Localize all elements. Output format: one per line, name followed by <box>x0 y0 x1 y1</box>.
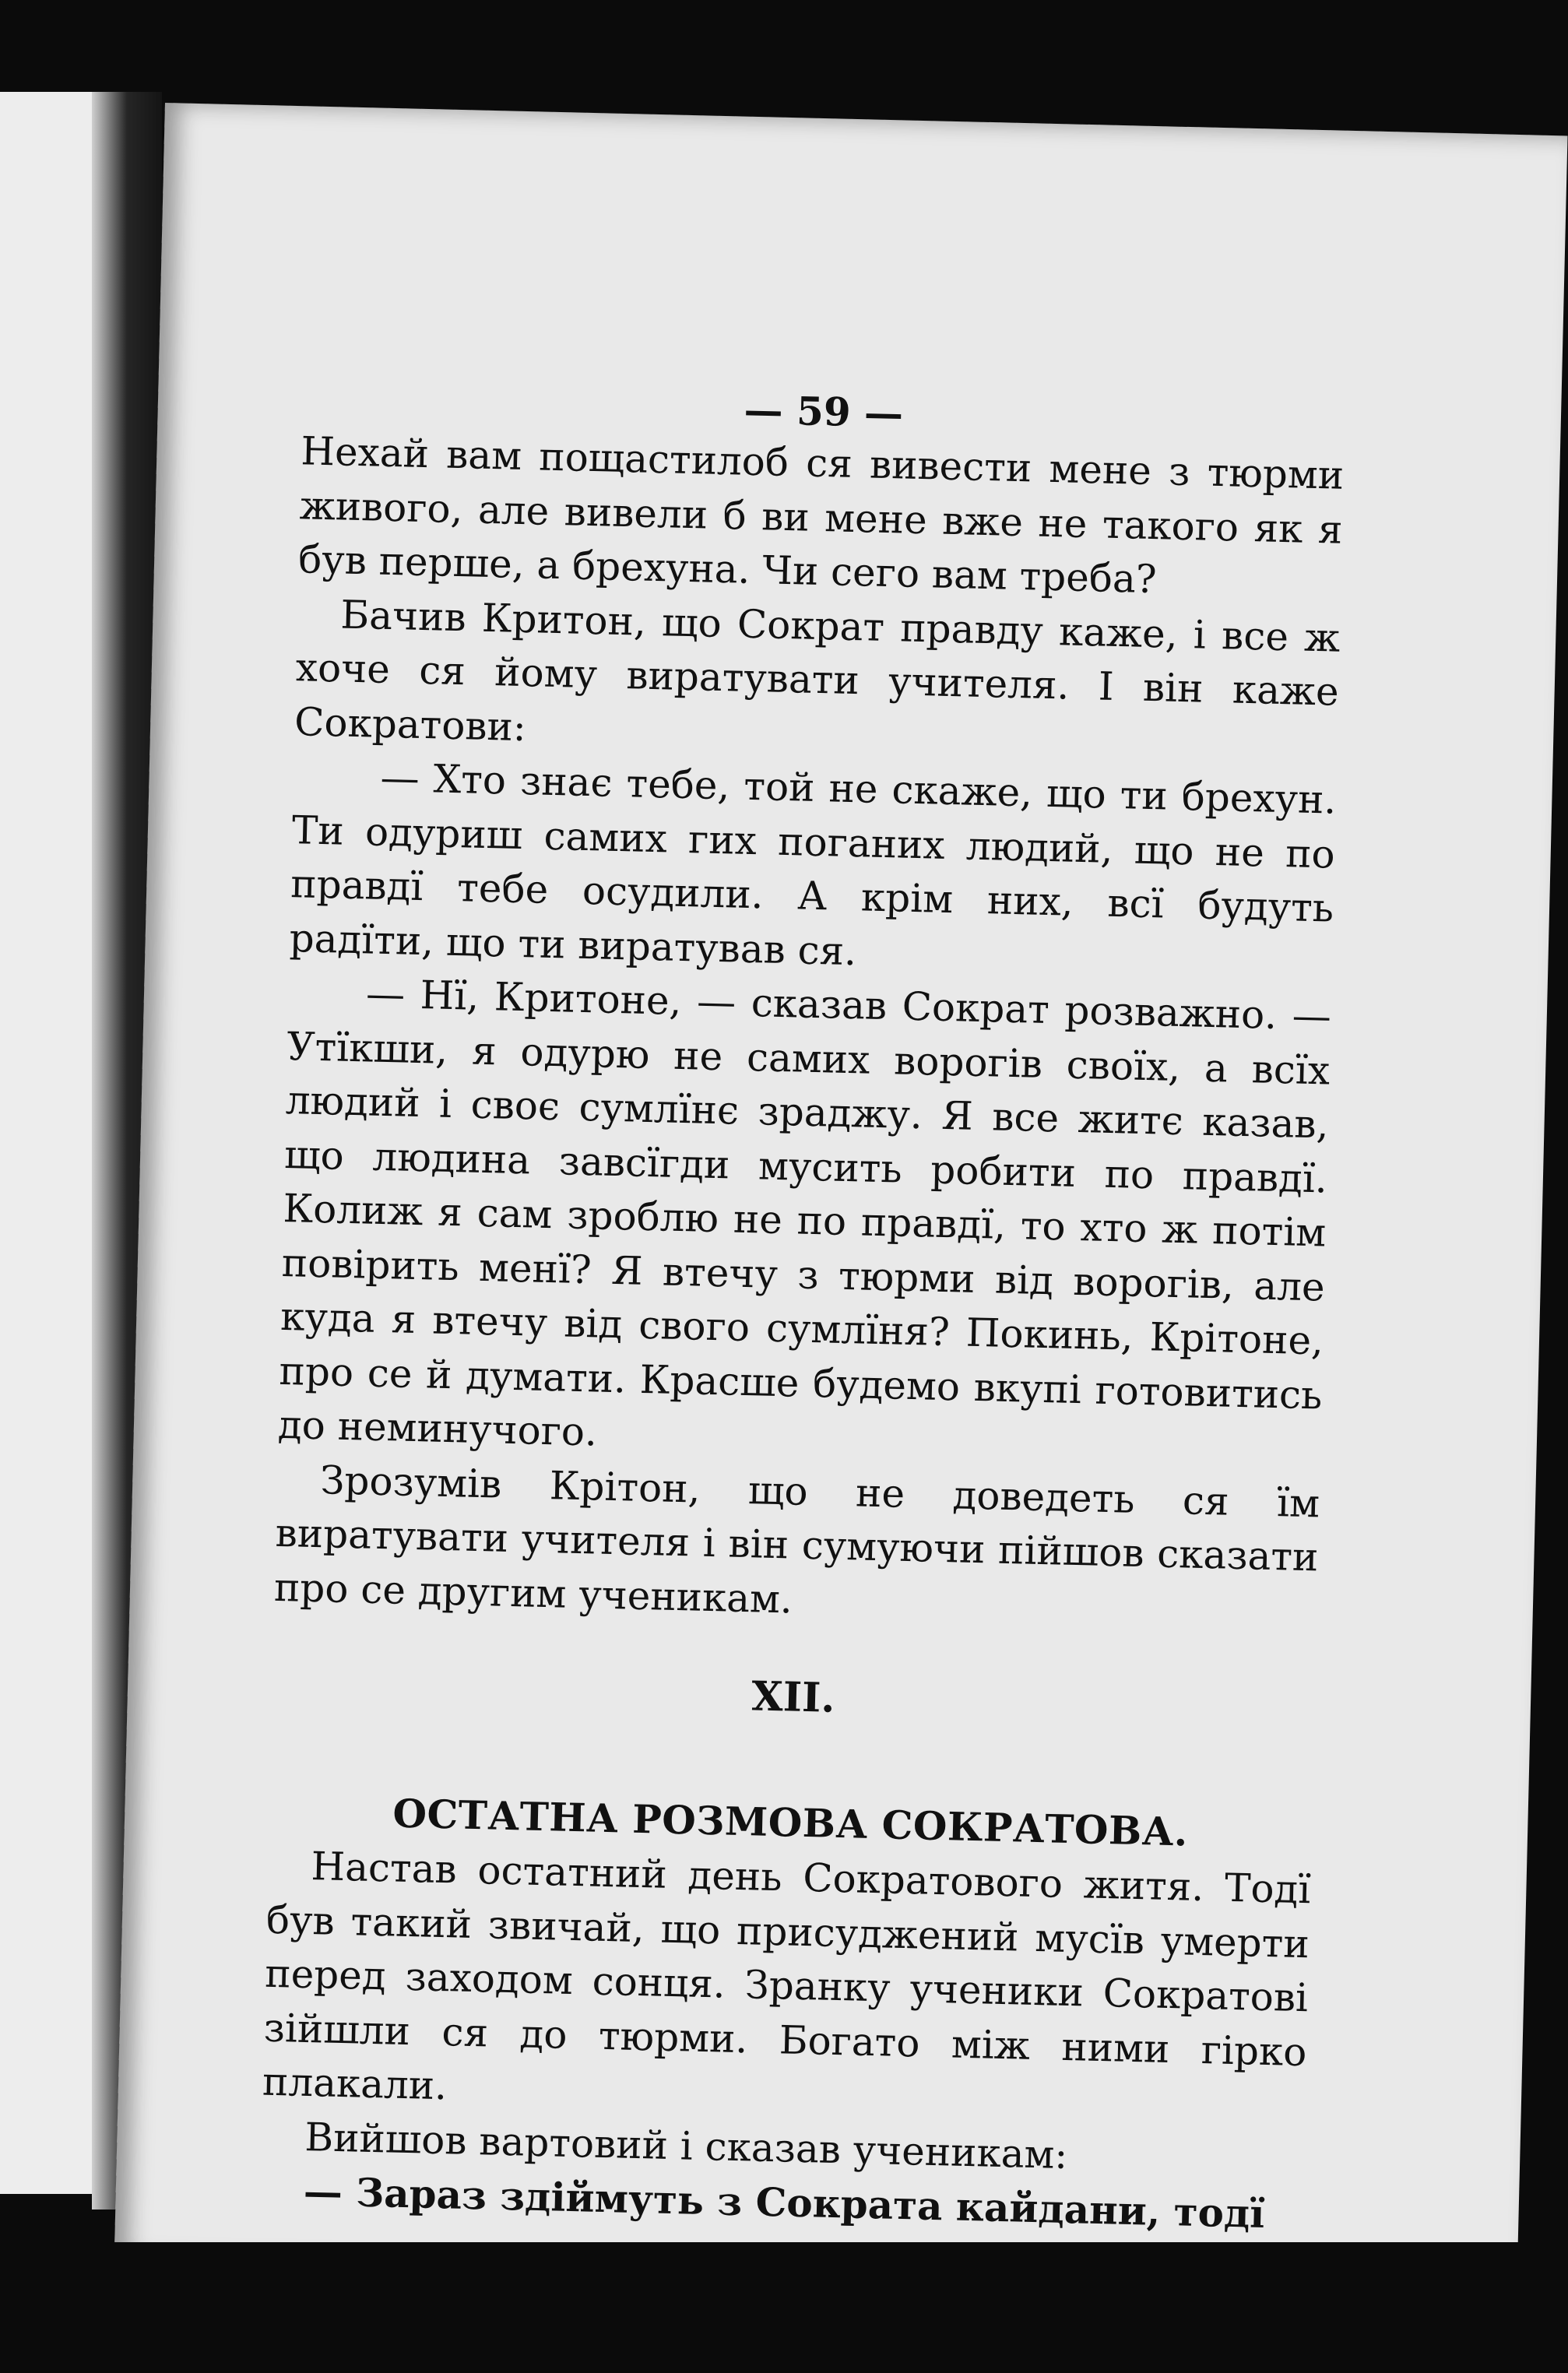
paragraph: Настав остатний день Сократового житя. Тодї був такий звичай, що присуджений мусїв умерти перед заходом сонця. Зранку ученики Сократові зійшли ся до тюрми. Богато між ними гірко плакали. <box>262 1844 1312 2109</box>
dialogue-line: — Нї, Критоне, — сказав Сократ розважно. — Утїкши, я одурю не самих ворогів своїх, а всїх людий і своє сумлїнє зраджу. Я все житє казав, що людина завсїгди мусить робити по правдї. Колиж я сам зроблю не по правдї, то хто ж потім повірить менї? Я втечу з тюрми від ворогів, але куда я втечу від свого сумлїня? Покинь, Крітоне, про се й думати. Красше будемо вкупі готовитись до неминучого. <box>277 971 1332 1455</box>
scan-bottom-border <box>0 2242 1568 2373</box>
paragraph: Зрозумів Крітон, що не доведеть ся їм виратувати учителя і він сумуючи пійшов сказати про се другим ученикам. <box>273 1457 1320 1622</box>
page-number: — 59 — <box>744 386 904 437</box>
page-text-block <box>259 374 1345 2241</box>
dialogue-line: — Зараз здіймуть з Сократа кайдани, тодї <box>303 2167 1266 2238</box>
paragraph: Нехай вам пощастилоб ся вивести мене з тюрми живого, але вивели б ви мене вже не такого як я був перше, а брехуна. Чи сего вам треба? <box>297 428 1345 603</box>
dialogue-line: — Хто знає тебе, той не скаже, що ти брехун. Ти одуриш самих гих поганих людий, що не по правдї тебе осудили. А крім них, всї будуть радїти, що ти виратував ся. <box>289 754 1337 974</box>
paragraph: Бачив Критон, що Сократ правду каже, і все ж хоче ся йому виратувати учителя. І він каже Сократови: <box>294 592 1341 750</box>
book-page <box>114 103 1568 2292</box>
chapter-number: XII. <box>751 1672 836 1722</box>
paragraph: Вийшов вартовий і сказав ученикам: <box>304 2114 1068 2178</box>
chapter-title: ОСТАТНА РОЗМОВА СОКРАТОВА. <box>392 1790 1189 1855</box>
